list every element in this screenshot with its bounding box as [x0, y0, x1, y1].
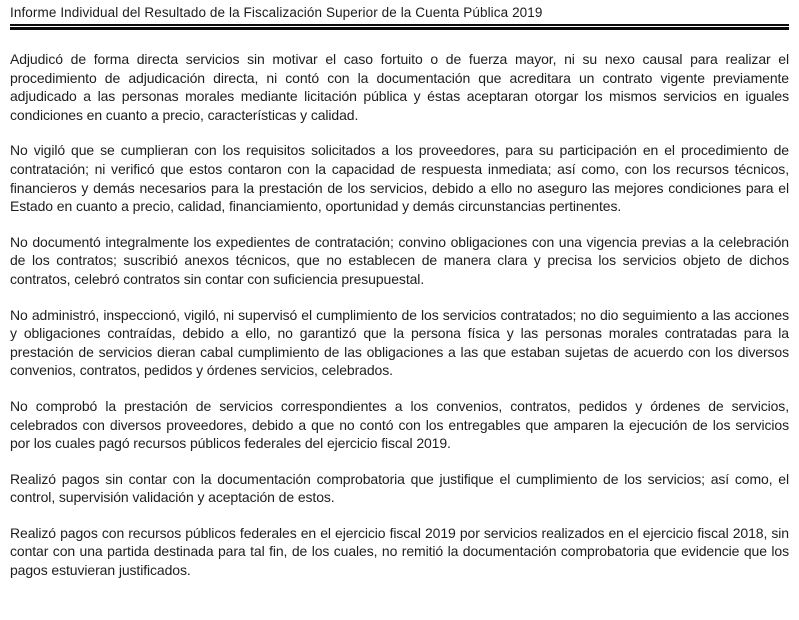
header-rule-divider — [10, 24, 789, 30]
document-body — [10, 44, 789, 580]
paragraph-no-vigilo-requisitos: No vigiló que se cumplieran con los requisitos solicitados a los proveedores, para su participación en el procedimiento de contratación; ni verificó que estos contaron con la capacidad de respuesta inmediata; así como, con los recursos técnicos, financieros y demás necesarios para la prestación de los servicios, debido a ello no aseguro las mejores condiciones para el Estado en cuanto a precio, calidad, financiamiento, oportunidad y demás circunstancias pertinentes. — [10, 142, 789, 215]
paragraph-no-documento-expedientes: No documentó integralmente los expedientes de contratación; convino obligaciones con una vigencia previas a la celebración de los contratos; suscribió anexos técnicos, que no establecen de manera clara y precisa los servicios objeto de dichos contratos, celebró contratos sin contar con suficiencia presupuestal. — [10, 233, 789, 287]
paragraph-no-administro-superviso: No administró, inspeccionó, vigiló, ni supervisó el cumplimiento de los servicios contratados; no dio seguimiento a las acciones y obligaciones contraídas, debido a ello, no garantizó que la persona física y las personas morales contratadas para la prestación de servicios dieran cabal cumplimiento de las obligaciones a las que estaban sujetas de acuerdo con los diversos convenios, contratos, pedidos y órdenes servicios, celebrados. — [10, 306, 789, 379]
paragraph-pagos-ejercicio-2018: Realizó pagos con recursos públicos federales en el ejercicio fiscal 2019 por servicios realizados en el ejercicio fiscal 2018, sin contar con una partida destinada para tal fin, de los cuales, no remitió la documentación comprobatoria que evidencie que los pagos estuvieran justificados. — [10, 524, 789, 579]
paragraph-pagos-sin-documentacion: Realizó pagos sin contar con la documentación comprobatoria que justifique el cumplimiento de los servicios; así como, el control, supervisión validación y aceptación de estos. — [10, 470, 789, 506]
document-header-title: Informe Individual del Resultado de la Fiscalización Superior de la Cuenta Pública 2019 — [10, 5, 543, 20]
document-header — [10, 4, 789, 30]
paragraph-no-comprobo-prestacion: No comprobó la prestación de servicios correspondientes a los convenios, contratos, pedidos y órdenes de servicios, celebrados con diversos proveedores, debido a que no contó con los entregables que amparen la ejecución de los servicios por los cuales pagó recursos públicos federales del ejercicio fiscal 2019. — [10, 397, 789, 452]
paragraph-adjudicacion-directa: Adjudicó de forma directa servicios sin motivar el caso fortuito o de fuerza mayor, ni su nexo causal para realizar el procedimiento de adjudicación directa, ni contó con la documentación que acreditara un contrato vigente previamente adjudicado a las personas morales mediante licitación pública y éstas aceptaran otorgar los mismos servicios en iguales condiciones en cuanto a precio, características y calidad. — [10, 51, 789, 123]
